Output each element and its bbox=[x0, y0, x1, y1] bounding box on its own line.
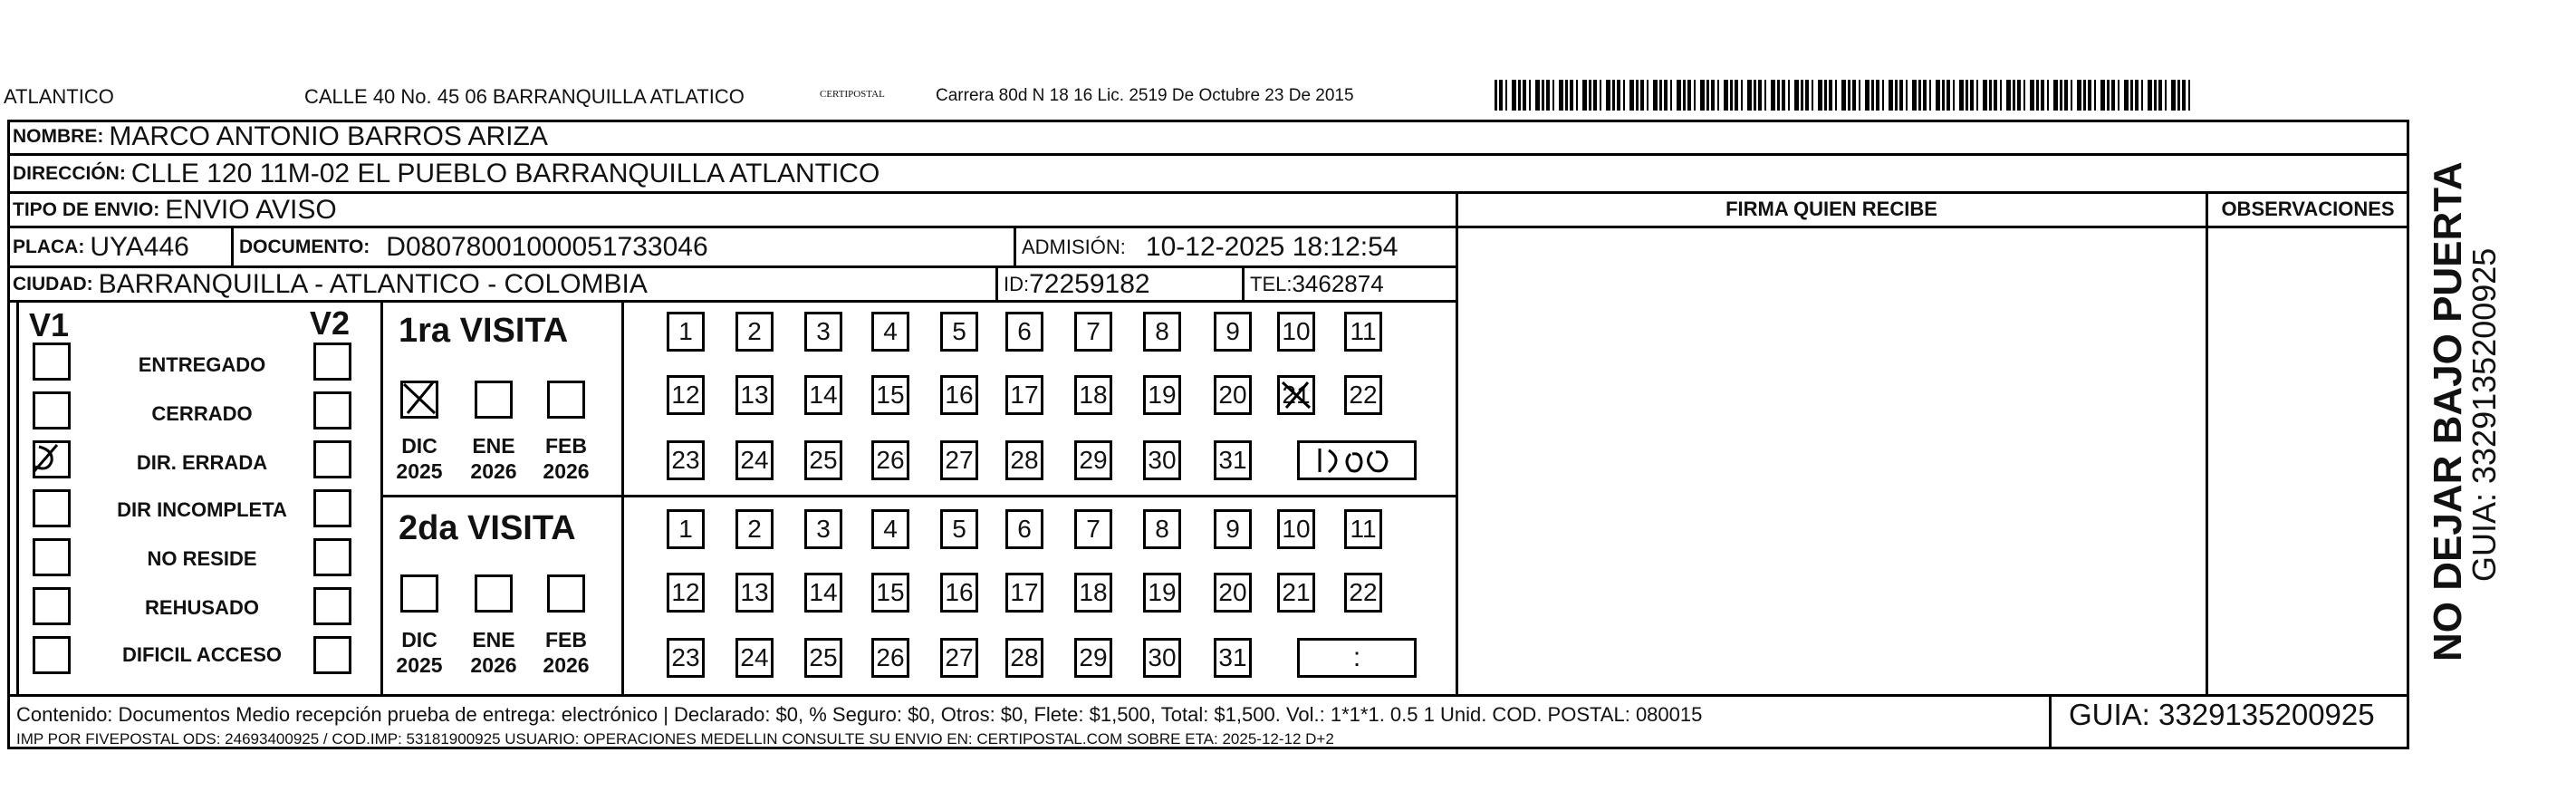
v2-dir-errada-checkbox[interactable] bbox=[313, 440, 351, 478]
status-divider bbox=[380, 303, 383, 694]
visit2-day-6[interactable]: 6 bbox=[1005, 509, 1043, 549]
footer-guia: GUIA: 3329135200925 bbox=[2069, 698, 2375, 731]
status-no-reside-label: NO RESIDE bbox=[147, 547, 257, 570]
visit1-day-18[interactable]: 18 bbox=[1074, 375, 1112, 415]
nombre-value: MARCO ANTONIO BARROS ARIZA bbox=[109, 121, 548, 151]
visit2-day-27[interactable]: 27 bbox=[940, 638, 978, 678]
barcode bbox=[1495, 80, 2192, 111]
tel-label: TEL: bbox=[1250, 272, 1293, 295]
footer-imp: IMP POR FIVEPOSTAL ODS: 24693400925 / COD.IMP: 53181900925 USUARIO: OPERACIONES MEDELLIN CONSULTE SU ENVIO EN: CERTIPOSTAL.COM SOBRE ETA: 2025-12-12 D+2 bbox=[16, 730, 1334, 748]
visit2-day-25[interactable]: 25 bbox=[804, 638, 842, 678]
admision-label: ADMISIÓN: bbox=[1022, 235, 1126, 258]
visit2-day-3[interactable]: 3 bbox=[804, 509, 842, 549]
visit2-day-15[interactable]: 15 bbox=[871, 573, 909, 613]
x-mark-icon bbox=[400, 379, 438, 417]
visit2-day-28[interactable]: 28 bbox=[1005, 638, 1043, 678]
placa-value: UYA446 bbox=[90, 231, 189, 262]
visit2-dic-label: DIC 2025 bbox=[396, 628, 443, 677]
id-cell bbox=[998, 268, 1245, 303]
certipostal-logo: CERTIPOSTAL bbox=[820, 89, 885, 100]
v1-dir-errada-checkbox[interactable] bbox=[33, 440, 71, 478]
handwritten-mark-icon bbox=[30, 439, 66, 476]
documento-value: D08078001000051733046 bbox=[386, 231, 708, 262]
visit2-time-box[interactable]: : bbox=[1297, 638, 1417, 678]
visit2-day-4[interactable]: 4 bbox=[871, 509, 909, 549]
v2-entregado-checkbox[interactable] bbox=[313, 343, 351, 381]
visit2-feb-checkbox[interactable] bbox=[547, 574, 585, 613]
visit1-dic-checkbox[interactable] bbox=[400, 381, 438, 419]
visit2-day-22[interactable]: 22 bbox=[1344, 573, 1382, 613]
visit2-day-31[interactable]: 31 bbox=[1214, 638, 1252, 678]
v2-label: V2 bbox=[310, 304, 351, 342]
ciudad-label: CIUDAD: bbox=[13, 273, 93, 294]
visit2-day-18[interactable]: 18 bbox=[1074, 573, 1112, 613]
side-notice: NO DEJAR BAJO PUERTA bbox=[2426, 161, 2470, 661]
visit2-day-13[interactable]: 13 bbox=[735, 573, 774, 613]
v2-dir-incompleta-checkbox[interactable] bbox=[313, 489, 351, 527]
firma-header: FIRMA QUIEN RECIBE bbox=[1725, 198, 1937, 220]
v2-dificil-acceso-checkbox[interactable] bbox=[313, 636, 351, 674]
visit1-day-23[interactable]: 23 bbox=[667, 440, 705, 480]
visit1-day-22[interactable]: 22 bbox=[1344, 375, 1382, 415]
observaciones-left-divider bbox=[2206, 194, 2208, 694]
visit1-day-8[interactable]: 8 bbox=[1143, 312, 1181, 352]
v1-cerrado-checkbox[interactable] bbox=[33, 391, 71, 429]
visit1-day-16[interactable]: 16 bbox=[940, 375, 978, 415]
side-guia: GUIA: 3329135200925 bbox=[2465, 247, 2503, 582]
visit1-day-3[interactable]: 3 bbox=[804, 312, 842, 352]
visit1-day-12[interactable]: 12 bbox=[667, 375, 705, 415]
visit1-day-4[interactable]: 4 bbox=[871, 312, 909, 352]
v1-entregado-checkbox[interactable] bbox=[33, 343, 71, 381]
visit-divider bbox=[380, 495, 1456, 497]
visit2-day-20[interactable]: 20 bbox=[1214, 573, 1252, 613]
visit2-day-9[interactable]: 9 bbox=[1214, 509, 1252, 549]
visit1-day-2[interactable]: 2 bbox=[735, 312, 774, 352]
status-rehusado-label: REHUSADO bbox=[145, 596, 259, 619]
visit1-day-30[interactable]: 30 bbox=[1143, 440, 1181, 480]
id-value: 72259182 bbox=[1029, 268, 1150, 299]
visit2-day-7[interactable]: 7 bbox=[1074, 509, 1112, 549]
visit1-day-25[interactable]: 25 bbox=[804, 440, 842, 480]
visit1-time-box[interactable] bbox=[1297, 440, 1417, 480]
visit1-day-17[interactable]: 17 bbox=[1005, 375, 1043, 415]
tel-cell bbox=[1245, 268, 1456, 303]
visit1-day-31[interactable]: 31 bbox=[1214, 440, 1252, 480]
header-license: Carrera 80d N 18 16 Lic. 2519 De Octubre 23 De 2015 bbox=[936, 86, 1354, 105]
admision-value: 10-12-2025 18:12:54 bbox=[1145, 231, 1399, 262]
visit2-day-8[interactable]: 8 bbox=[1143, 509, 1181, 549]
tel-value: 3462874 bbox=[1292, 270, 1384, 297]
ciudad-value: BARRANQUILLA - ATLANTICO - COLOMBIA bbox=[98, 268, 648, 299]
header-city: ATLANTICO bbox=[4, 85, 114, 108]
status-cerrado-label: CERRADO bbox=[151, 402, 253, 425]
tipo-row bbox=[7, 194, 1456, 228]
cross-mark-icon bbox=[1277, 375, 1315, 415]
visit2-day-21[interactable]: 21 bbox=[1277, 573, 1315, 613]
visit1-day-15[interactable]: 15 bbox=[871, 375, 909, 415]
visit1-ene-checkbox[interactable] bbox=[475, 381, 513, 419]
id-label: ID: bbox=[1004, 272, 1030, 295]
visit2-day-24[interactable]: 24 bbox=[735, 638, 774, 678]
v1-dificil-acceso-checkbox[interactable] bbox=[33, 636, 71, 674]
v1-no-reside-checkbox[interactable] bbox=[33, 538, 71, 576]
visit1-day-13[interactable]: 13 bbox=[735, 375, 774, 415]
documento-cell bbox=[234, 228, 1016, 268]
status-dificil-acceso-label: DIFICIL ACCESO bbox=[121, 643, 282, 666]
visit2-day-10[interactable]: 10 bbox=[1277, 509, 1315, 549]
visit2-feb-label: FEB 2026 bbox=[543, 628, 590, 677]
v1-dir-incompleta-checkbox[interactable] bbox=[33, 489, 71, 527]
visit2-day-5[interactable]: 5 bbox=[940, 509, 978, 549]
visit1-day-11[interactable]: 11 bbox=[1344, 312, 1382, 352]
visit1-day-6[interactable]: 6 bbox=[1005, 312, 1043, 352]
status-entregado-label: ENTREGADO bbox=[138, 353, 266, 376]
visit1-day-1[interactable]: 1 bbox=[667, 312, 705, 352]
visit2-day-26[interactable]: 26 bbox=[871, 638, 909, 678]
visit1-day-7[interactable]: 7 bbox=[1074, 312, 1112, 352]
visit2-day-12[interactable]: 12 bbox=[667, 573, 705, 613]
visit1-day-10[interactable]: 10 bbox=[1277, 312, 1315, 352]
visit2-day-23[interactable]: 23 bbox=[667, 638, 705, 678]
direccion-value: CLLE 120 11M-02 EL PUEBLO BARRANQUILLA ATLANTICO bbox=[130, 158, 880, 188]
visit2-dic-checkbox[interactable] bbox=[400, 574, 438, 613]
direccion-row bbox=[7, 156, 2409, 194]
visit1-feb-checkbox[interactable] bbox=[547, 381, 585, 419]
footer-contenido: Contenido: Documentos Medio recepción prueba de entrega: electrónico | Declarado: $0, % Seguro: $0, Otros: $0, Flete: $1,500, Total: $1,500. Vol.: 1*1*1. 0.5 1 Unid. COD. POSTAL: 080015 bbox=[16, 703, 1703, 726]
handwritten-time-icon bbox=[1300, 441, 1418, 479]
nombre-row bbox=[7, 120, 2409, 156]
v2-cerrado-checkbox[interactable] bbox=[313, 391, 351, 429]
visit1-day-21[interactable]: 21 bbox=[1277, 375, 1315, 415]
footer-guia-divider bbox=[2049, 694, 2052, 749]
visit1-ene-label: ENE 2026 bbox=[470, 434, 517, 483]
status-dir-errada-label: DIR. ERRADA bbox=[136, 451, 268, 474]
ciudad-cell bbox=[7, 268, 998, 303]
tipo-label: TIPO DE ENVIO: bbox=[13, 198, 160, 220]
documento-label: DOCUMENTO: bbox=[239, 236, 370, 257]
visit2-ene-checkbox[interactable] bbox=[475, 574, 513, 613]
visit1-day-20[interactable]: 20 bbox=[1214, 375, 1252, 415]
visit1-title: 1ra VISITA bbox=[399, 312, 569, 350]
status-dir-incompleta-label: DIR INCOMPLETA bbox=[117, 498, 287, 521]
visit1-day-9[interactable]: 9 bbox=[1214, 312, 1252, 352]
v2-no-reside-checkbox[interactable] bbox=[313, 538, 351, 576]
visit1-day-24[interactable]: 24 bbox=[735, 440, 774, 480]
v1-rehusado-checkbox[interactable] bbox=[33, 587, 71, 625]
visit1-day-26[interactable]: 26 bbox=[871, 440, 909, 480]
v1-label: V1 bbox=[29, 306, 70, 343]
v2-rehusado-checkbox[interactable] bbox=[313, 587, 351, 625]
header-address: CALLE 40 No. 45 06 BARRANQUILLA ATLATICO bbox=[304, 85, 745, 108]
visit1-feb-label: FEB 2026 bbox=[543, 434, 590, 483]
direccion-label: DIRECCIÓN: bbox=[13, 162, 126, 184]
visit2-title: 2da VISITA bbox=[399, 509, 576, 547]
visit2-day-11[interactable]: 11 bbox=[1344, 509, 1382, 549]
visit1-day-28[interactable]: 28 bbox=[1005, 440, 1043, 480]
visit2-day-14[interactable]: 14 bbox=[804, 573, 842, 613]
visit1-day-5[interactable]: 5 bbox=[940, 312, 978, 352]
visit1-day-29[interactable]: 29 bbox=[1074, 440, 1112, 480]
visit1-day-14[interactable]: 14 bbox=[804, 375, 842, 415]
visit2-day-1[interactable]: 1 bbox=[667, 509, 705, 549]
observaciones-header: OBSERVACIONES bbox=[2221, 198, 2395, 220]
visit2-day-19[interactable]: 19 bbox=[1143, 573, 1181, 613]
visit1-day-27[interactable]: 27 bbox=[940, 440, 978, 480]
tipo-value: ENVIO AVISO bbox=[165, 194, 337, 225]
visit2-day-16[interactable]: 16 bbox=[940, 573, 978, 613]
visit2-day-30[interactable]: 30 bbox=[1143, 638, 1181, 678]
visit2-day-17[interactable]: 17 bbox=[1005, 573, 1043, 613]
placa-cell bbox=[7, 228, 234, 268]
visit1-dic-label: DIC 2025 bbox=[396, 434, 443, 483]
visit2-day-2[interactable]: 2 bbox=[735, 509, 774, 549]
visit2-day-29[interactable]: 29 bbox=[1074, 638, 1112, 678]
visit1-day-19[interactable]: 19 bbox=[1143, 375, 1181, 415]
months-divider bbox=[621, 303, 624, 694]
nombre-label: NOMBRE: bbox=[13, 125, 104, 147]
visit2-ene-label: ENE 2026 bbox=[470, 628, 517, 677]
placa-label: PLACA: bbox=[13, 236, 85, 257]
col-header-line bbox=[1456, 226, 2409, 228]
admision-cell bbox=[1016, 228, 1456, 268]
